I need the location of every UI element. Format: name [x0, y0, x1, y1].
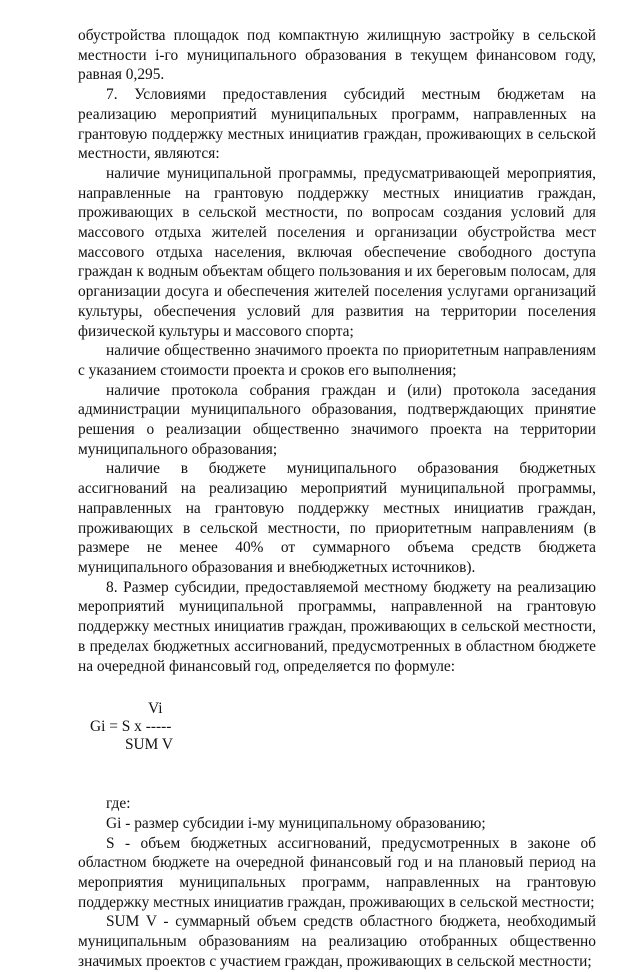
formula-numerator: Vi	[148, 700, 163, 718]
formula	[78, 700, 596, 756]
paragraph-item-7: 7. Условиями предоставления субсидий местным бюджетам на реализацию мероприятий муниципальных программ, направленных на грантовую поддержку местных инициатив граждан, проживающих в сельской местности, являются:	[78, 86, 596, 163]
paragraph-continuation: обустройства площадок под компактную жилищную застройку в сельской местности i-го муниципального образования в текущем финансовом году, равная 0,295.	[78, 27, 596, 84]
formula-main-line: Gi = S x -----	[90, 718, 172, 736]
definition-gi: Gi - размер субсидии i-му муниципальному образованию;	[106, 814, 486, 832]
paragraph-condition-budget: наличие в бюджете муниципального образования бюджетных ассигнований на реализацию мероприятий муниципальной программы, направленных на грантовую поддержку местных инициатив граждан, проживающих в сельской местности, по приоритетным направлениям (в размере не менее 40% от суммарного объема средств бюджета муниципального образования и внебюджетных источников).	[78, 460, 596, 576]
paragraph-condition-program: наличие муниципальной программы, предусматривающей мероприятия, направленные на грантовую поддержку местных инициатив граждан, проживающих в сельской местности, по вопросам создания условий для массового отдыха жителей поселения и организации обустройства мест массового отдыха населения, включая обеспечение свободного доступа граждан к водным объектам общего пользования и их береговым полосам, для организации досуга и обеспечения жителей поселения услугами организаций культуры, обеспечения условий для развития на территории поселения физической культуры и массового спорта;	[78, 164, 596, 340]
paragraph-item-8: 8. Размер субсидии, предоставляемой местному бюджету на реализацию мероприятий муниципальной программы, направленной на грантовую поддержку местных инициатив граждан, проживающих в сельской местности, в пределах бюджетных ассигнований, предусмотренных в областном бюджете на очередной финансовый год, определяется по формуле:	[78, 578, 596, 675]
definition-sum-v: SUM V - суммарный объем средств областного бюджета, необходимый муниципальным образованиям на реализацию отобранных общественно значимых проектов с участием граждан, проживающих в сельской местности;	[78, 913, 596, 970]
definitions-intro: где:	[106, 795, 131, 813]
paragraph-condition-project: наличие общественно значимого проекта по приоритетным направлениям с указанием стоимости проекта и сроков его выполнения;	[78, 342, 596, 379]
formula-denominator: SUM V	[125, 736, 174, 754]
paragraph-condition-protocol: наличие протокола собрания граждан и (или) протокола заседания администрации муниципального образования, подтверждающих принятие решения о реализации общественно значимого проекта на территории муниципального образования;	[78, 381, 596, 458]
document-page	[78, 26, 596, 972]
definition-s: S - объем бюджетных ассигнований, предусмотренных в законе об областном бюджете на очередной финансовый год и на плановый период на мероприятия муниципальных программ, направленных на грантовую поддержку местных инициатив граждан, проживающих в сельской местности;	[78, 834, 596, 911]
